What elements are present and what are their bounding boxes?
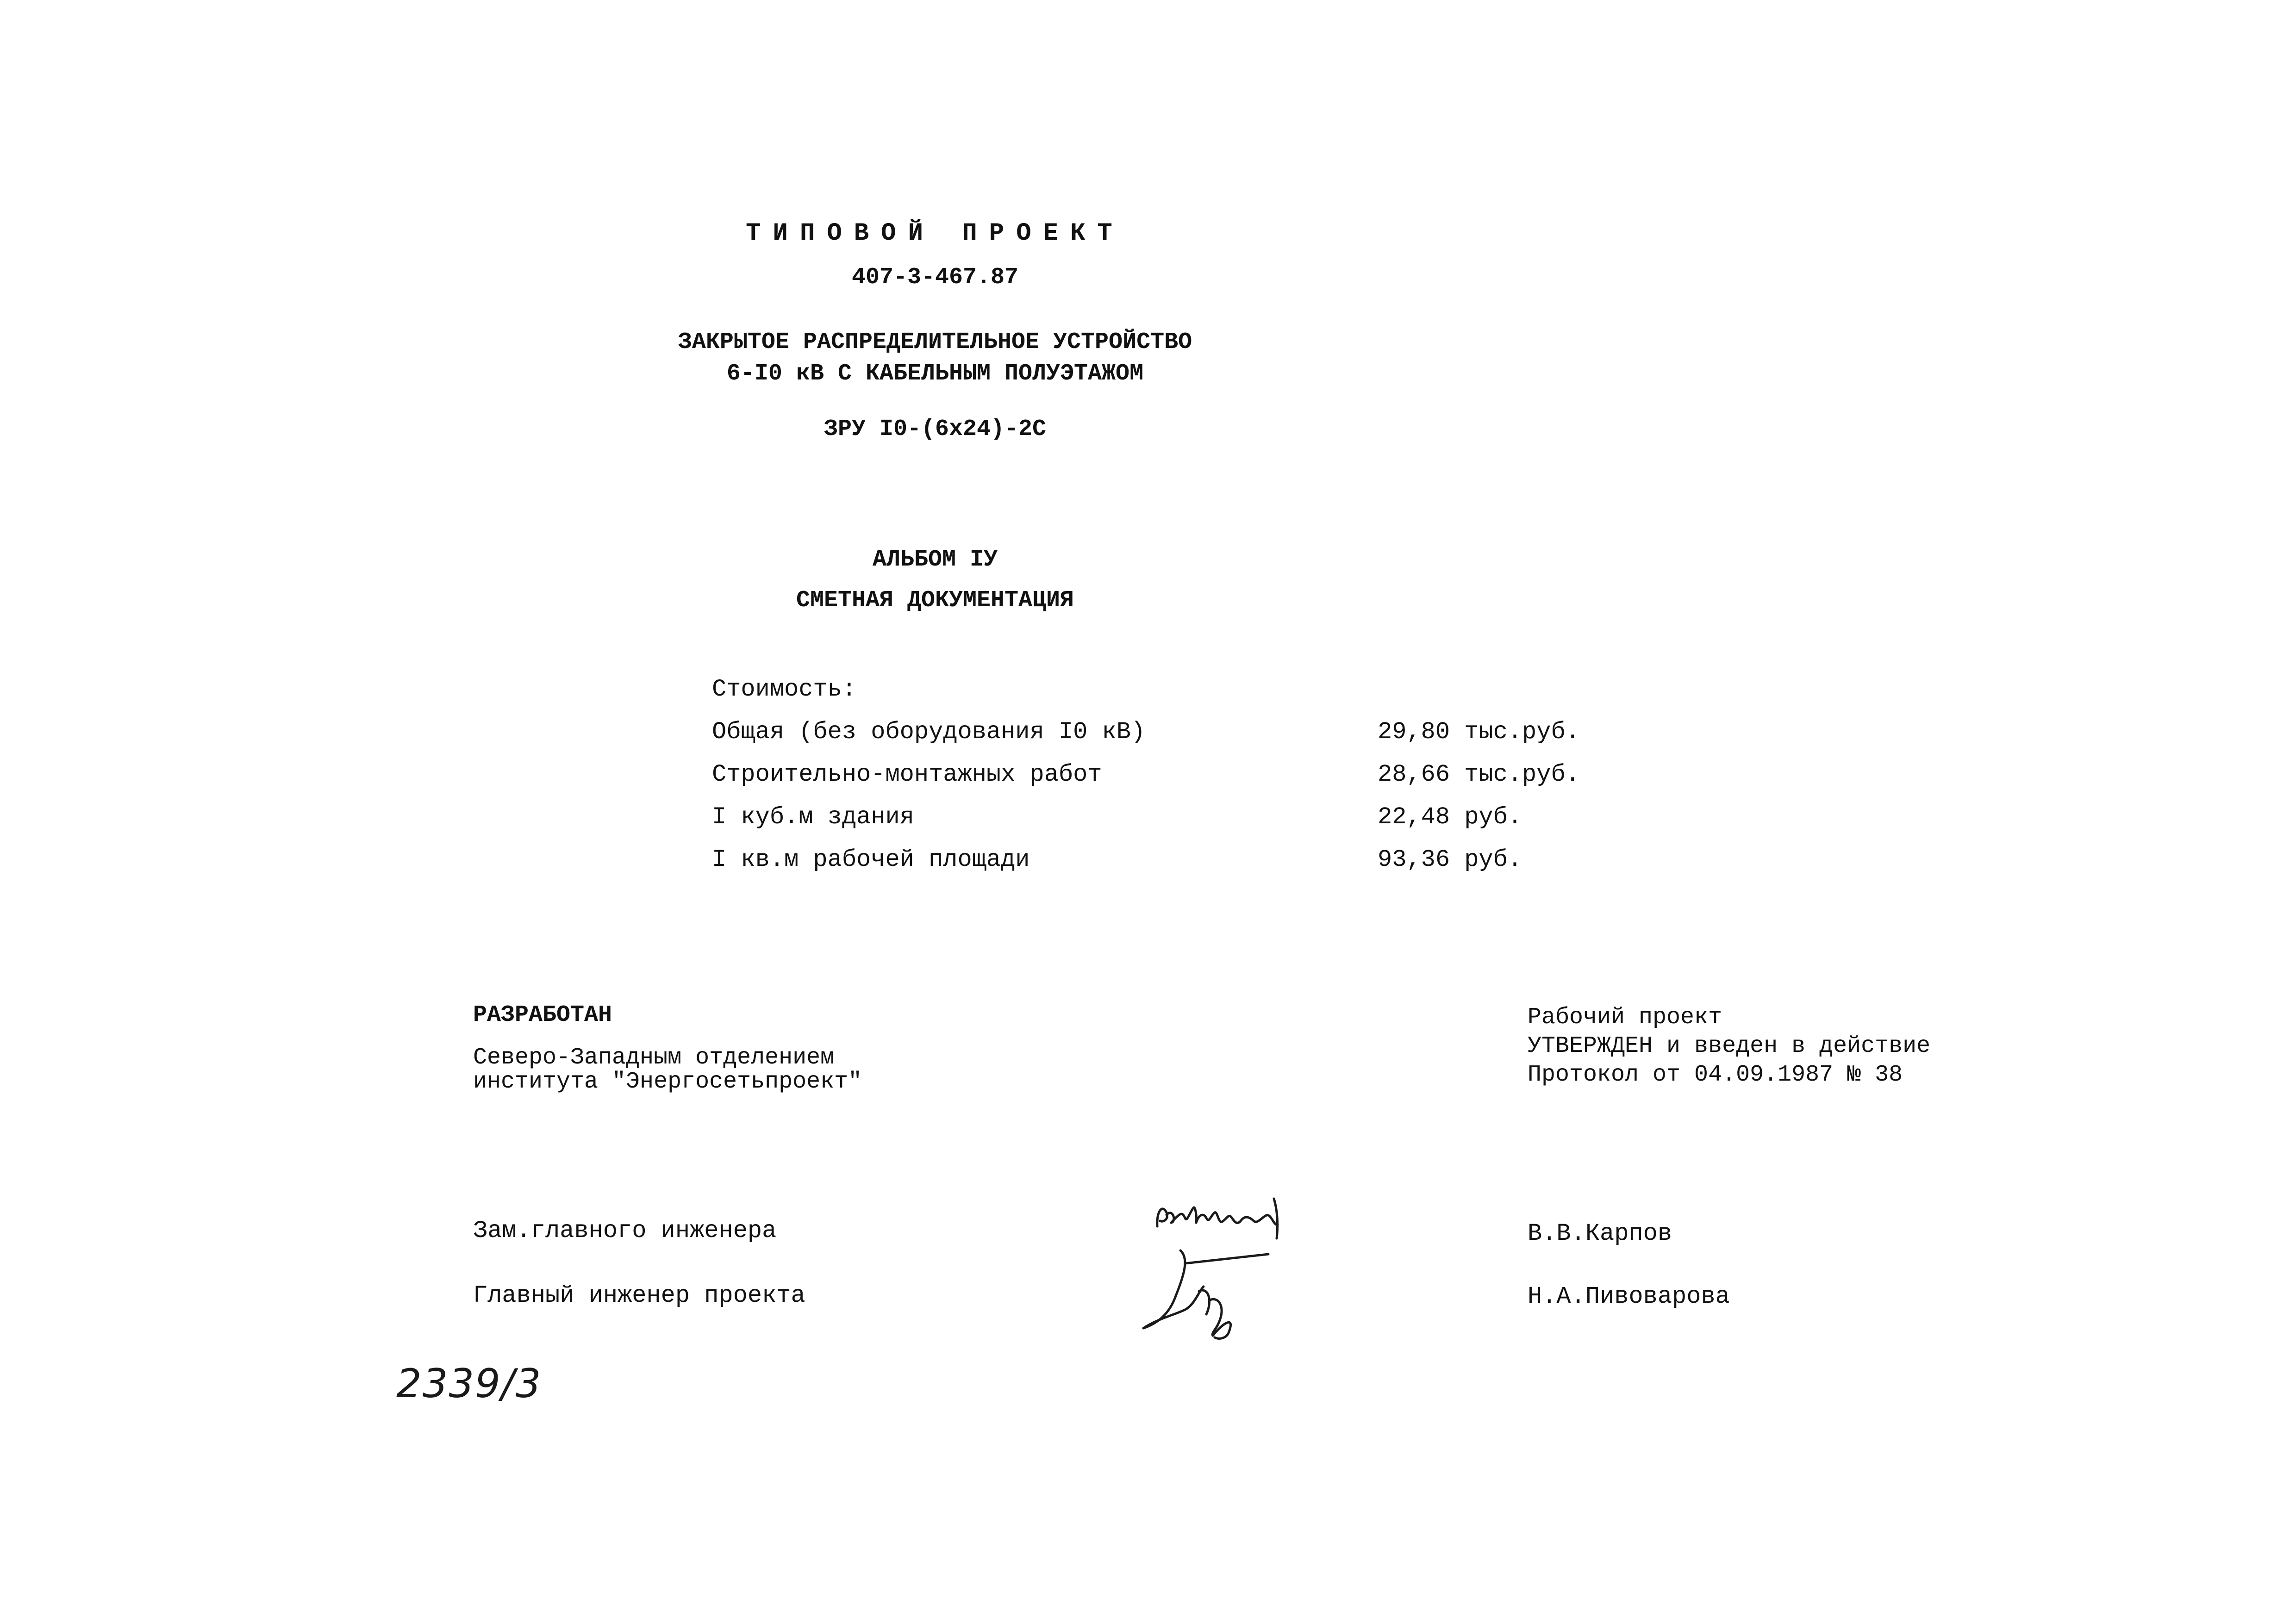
cost-row-label: Строительно-монтажных работ <box>712 761 1102 788</box>
cost-row-label: Общая (без оборудования I0 кВ) <box>712 718 1146 746</box>
cost-row-value: 93,36 руб. <box>1378 846 1522 873</box>
doc-type-heading: ТИПОВОЙ ПРОЕКТ <box>746 219 1124 248</box>
signatory-name-2: Н.А.Пивоварова <box>1528 1283 1730 1310</box>
cost-row <box>712 846 1615 874</box>
signatory-name-1: В.В.Карпов <box>1528 1220 1672 1247</box>
doc-code: ЗРУ I0-(6х24)-2С <box>824 416 1047 442</box>
approval-line-3: Протокол от 04.09.1987 № 38 <box>1528 1062 1903 1088</box>
cost-row <box>712 718 1615 746</box>
developed-by-line-2: института "Энергосетьпроект" <box>473 1069 862 1095</box>
approval-line-2: УТВЕРЖДЕН и введен в действие <box>1528 1033 1931 1059</box>
doc-title-line-2: 6-I0 кВ С КАБЕЛЬНЫМ ПОЛУЭТАЖОМ <box>726 361 1144 387</box>
developed-by-line-1: Северо-Западным отделением <box>473 1045 835 1071</box>
signatory-role-2: Главный инженер проекта <box>473 1282 805 1309</box>
cost-row <box>712 803 1615 831</box>
album-label: АЛЬБОМ IУ <box>872 547 998 573</box>
cost-row-value: 29,80 тыс.руб. <box>1378 718 1580 746</box>
doc-number: 407-3-467.87 <box>851 264 1019 291</box>
signatory-role-1: Зам.главного инженера <box>473 1217 777 1244</box>
archive-number: 2339/3 <box>396 1361 542 1407</box>
developed-by-block <box>473 1003 1121 1094</box>
handwritten-signature-1 <box>1153 1194 1292 1250</box>
cost-row-value: 28,66 тыс.руб. <box>1378 761 1580 788</box>
album-subtitle: СМЕТНАЯ ДОКУМЕНТАЦИЯ <box>796 587 1074 614</box>
cost-row-label: I кв.м рабочей площади <box>712 846 1030 873</box>
approval-line-1: Рабочий проект <box>1528 1004 1722 1031</box>
cost-row <box>712 761 1615 789</box>
approval-block <box>1528 1003 2222 1089</box>
cost-heading: Стоимость: <box>712 676 857 703</box>
handwritten-signature-2 <box>1129 1245 1301 1342</box>
doc-title-line-1: ЗАКРЫТОЕ РАСПРЕДЕЛИТЕЛЬНОЕ УСТРОЙСТВО <box>678 329 1192 355</box>
cost-row-value: 22,48 руб. <box>1378 803 1522 831</box>
cost-row-label: I куб.м здания <box>712 803 914 831</box>
developed-by-heading: РАЗРАБОТАН <box>473 1002 612 1028</box>
